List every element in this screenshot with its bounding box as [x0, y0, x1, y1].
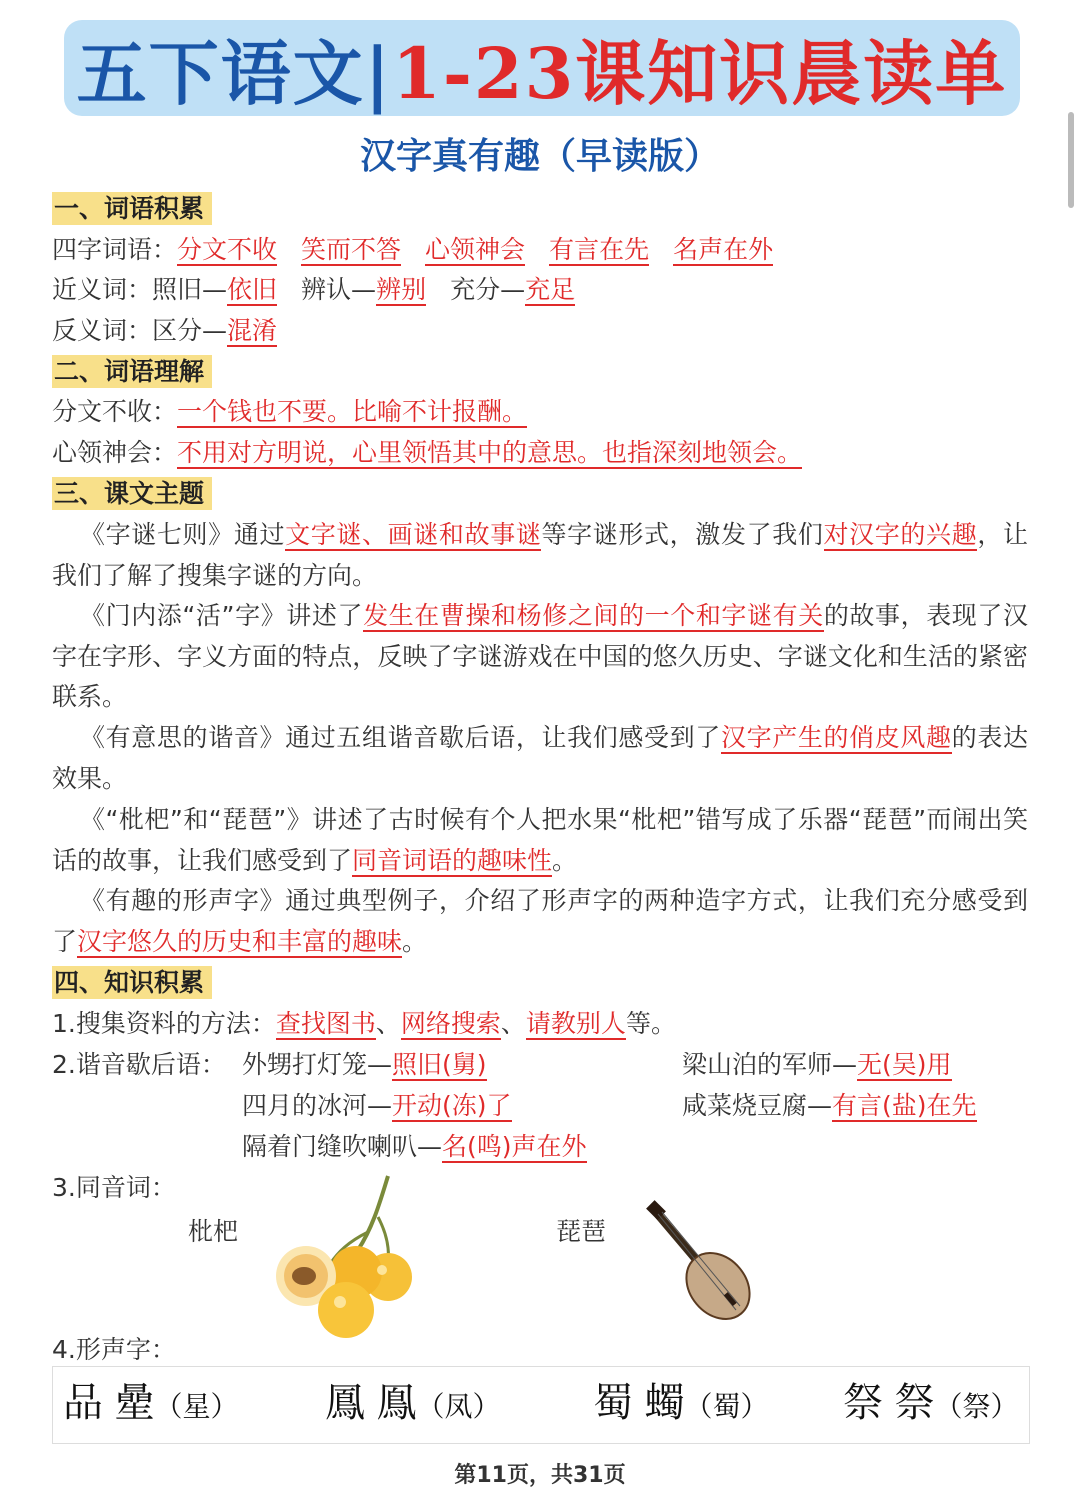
xiehouyu-answer: 有言(盐)在先 — [832, 1091, 977, 1120]
title-part2: 1-23课知识晨读单 — [392, 31, 1008, 115]
glyph-group — [63, 1373, 238, 1437]
ancient-glyph: 品 — [63, 1380, 103, 1426]
theme-paragraph-3 — [52, 718, 1028, 799]
pipa-instrument-image — [640, 1200, 760, 1328]
xiehouyu-question: 梁山泊的军师— — [682, 1050, 858, 1079]
answer: 文字谜、画谜和故事谜 — [285, 520, 542, 549]
method-answer: 请教别人 — [525, 1009, 626, 1038]
synonym-answer: 充足 — [525, 275, 576, 304]
xiehouyu-item — [242, 1045, 487, 1085]
theme-paragraph-1 — [52, 515, 1028, 596]
xiehouyu-answer: 照旧(舅) — [392, 1050, 487, 1079]
text: 。 — [552, 845, 578, 875]
page-title — [77, 18, 1008, 119]
answer: 汉字悠久的历史和丰富的趣味 — [77, 926, 403, 956]
ancient-glyph: 鳯 — [376, 1380, 417, 1426]
antonym-word: 区分— — [152, 316, 228, 345]
ancient-glyph: 蜀 — [593, 1380, 633, 1426]
separator: 、 — [500, 1009, 526, 1038]
section-2-heading: 二、词语理解 — [52, 355, 212, 388]
ancient-glyph: 蠋 — [644, 1380, 685, 1426]
text: 。 — [402, 926, 428, 956]
xiehouyu-item — [242, 1127, 587, 1167]
title-banner — [64, 20, 1020, 116]
synonym-word: 辨认— — [301, 275, 377, 304]
four-char-word: 分文不收 — [177, 235, 278, 264]
section-4-row — [52, 963, 212, 1003]
xiehouyu-question: 隔着门缝吹喇叭— — [242, 1132, 443, 1161]
methods-end: 等。 — [625, 1009, 676, 1038]
glyph-group — [325, 1373, 500, 1437]
text: 的表达效果。 — [52, 723, 1028, 793]
section-1-heading: 一、词语积累 — [52, 192, 212, 225]
loquat-image — [268, 1172, 418, 1346]
xiehouyu-question: 外甥打灯笼— — [242, 1050, 393, 1079]
modern-char: （蜀） — [684, 1390, 769, 1423]
section-1-row — [52, 189, 212, 229]
method-answer: 网络搜索 — [400, 1009, 501, 1038]
xiehouyu-item — [682, 1086, 977, 1126]
ancient-glyph: 祭 — [843, 1380, 883, 1426]
ancient-glyph: 祭 — [894, 1380, 935, 1426]
method-answer: 查找图书 — [275, 1009, 376, 1038]
answer: 汉字产生的俏皮风趣 — [720, 723, 952, 752]
text: 《有意思的谐音》通过五组谐音歇后语，让我们感受到了 — [80, 723, 721, 752]
answer: 对汉字的兴趣 — [823, 520, 978, 549]
xiehouyu-answer: 开动(冻)了 — [392, 1091, 512, 1120]
antonym-answer: 混淆 — [227, 316, 278, 345]
title-part1: 五下语文 — [76, 31, 365, 115]
xiehouyu-item — [682, 1045, 952, 1085]
glyph-group — [593, 1373, 768, 1437]
synonym-answer: 依旧 — [227, 275, 278, 304]
text: 等字谜形式，激发了我们 — [541, 520, 824, 549]
four-char-word: 有言在先 — [549, 235, 650, 264]
xiehouyu-answer: 名(鸣)声在外 — [442, 1132, 587, 1161]
text: ，让我们了解了搜集字谜的方向。 — [52, 520, 1028, 590]
theme-paragraph-2 — [52, 596, 1028, 718]
answer: 发生在曹操和杨修之间的一个和字谜有关 — [363, 601, 824, 630]
text: 的故事，表现了汉字在字形、字义方面的特点，反映了字谜游戏在中国的悠久历史、字谜文化和生活的紧密联系。 — [52, 601, 1028, 711]
xiehouyu-label: 2.谐音歇后语： — [52, 1050, 226, 1079]
methods-label: 1.搜集资料的方法： — [52, 1009, 276, 1038]
title-separator: | — [364, 31, 393, 115]
four-char-word: 心领神会 — [425, 235, 526, 264]
modern-char: （星） — [154, 1390, 239, 1423]
text: 《有趣的形声字》通过典型例子，介绍了形声字的两种造字方式，让我们充分感受到了 — [52, 886, 1028, 956]
glyph-group — [843, 1373, 1018, 1437]
modern-char: （凤） — [416, 1390, 501, 1423]
antonyms-label: 反义词： — [52, 316, 153, 345]
section-4-heading: 四、知识积累 — [52, 966, 212, 999]
text: 《门内添“活”字》讲述了 — [80, 601, 364, 630]
definition-term: 心领神会： — [52, 438, 178, 467]
definition-row — [52, 433, 802, 473]
subtitle: 汉字真有趣（早读版） — [359, 136, 720, 177]
methods-row — [52, 1004, 676, 1044]
four-char-label: 四字词语： — [52, 235, 178, 264]
page-number: 第11页，共31页 — [454, 1463, 626, 1488]
text: 《“枇杷”和“琵琶”》讲述了古时候有个人把水果“枇杷”错写成了乐器“琵琶”而闹出笑话的故事，让我们感受到了 — [52, 805, 1028, 875]
ancient-glyph: 鳳 — [325, 1380, 365, 1426]
xiehouyu-answer: 无(吴)用 — [857, 1050, 952, 1079]
definition-row — [52, 392, 527, 432]
definition-term: 分文不收： — [52, 397, 178, 426]
phono-semantic-label: 4.形声字： — [52, 1335, 176, 1364]
synonym-word: 照旧— — [152, 275, 228, 304]
theme-paragraph-4 — [52, 800, 1028, 881]
xiehouyu-question: 咸菜烧豆腐— — [682, 1091, 833, 1120]
theme-paragraph-5 — [52, 881, 1028, 962]
modern-char: （祭） — [934, 1390, 1019, 1423]
synonyms-row — [52, 270, 575, 310]
xiehouyu-item — [242, 1086, 512, 1126]
synonym-answer: 辨别 — [376, 275, 427, 304]
ancient-glyph-strip — [52, 1366, 1030, 1444]
definition-answer: 不用对方明说，心里领悟其中的意思。也指深刻地领会。 — [177, 438, 803, 467]
four-char-words-row — [52, 230, 773, 270]
section-3-heading: 三、课文主题 — [52, 477, 212, 510]
synonyms-label: 近义词： — [52, 275, 153, 304]
synonym-word: 充分— — [450, 275, 526, 304]
antonyms-row — [52, 311, 277, 351]
homophones-label: 3.同音词： — [52, 1173, 176, 1202]
pipa-label: 琵琶 — [556, 1217, 607, 1246]
four-char-word: 笑而不答 — [301, 235, 402, 264]
definition-answer: 一个钱也不要。比喻不计报酬。 — [177, 397, 528, 426]
section-3-row — [52, 474, 212, 514]
ancient-glyph: 曐 — [114, 1380, 155, 1426]
section-2-row — [52, 352, 212, 392]
text: 《字谜七则》通过 — [80, 520, 286, 549]
separator: 、 — [375, 1009, 401, 1038]
four-char-word: 名声在外 — [673, 235, 774, 264]
loquat-label: 枇杷 — [188, 1217, 239, 1246]
answer: 同音词语的趣味性 — [352, 845, 553, 875]
xiehouyu-question: 四月的冰河— — [242, 1091, 393, 1120]
